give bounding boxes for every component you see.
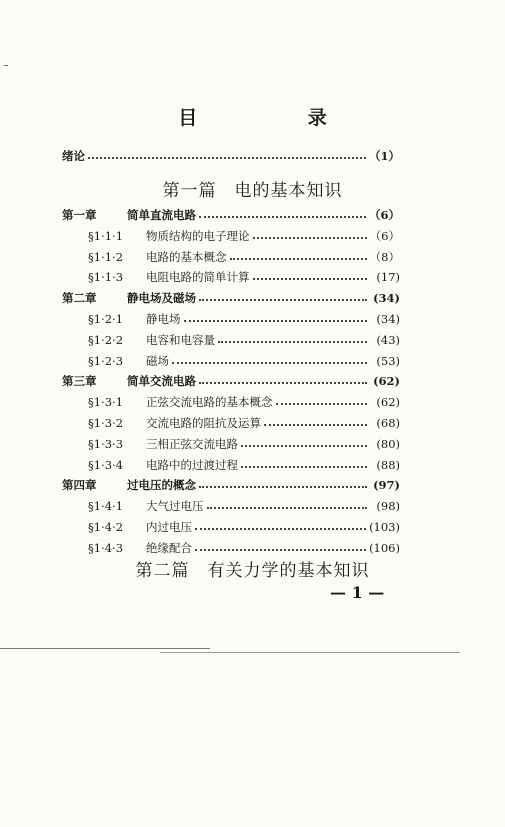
toc-entry-label: 过电压的概念 (127, 478, 196, 492)
toc-entry-number: §1·1·3 (88, 270, 124, 284)
toc-entry-number: §1·1·2 (88, 250, 124, 264)
leader-dots (199, 382, 367, 384)
toc-entry-number: 第三章 (62, 374, 97, 388)
leader-dots (276, 403, 368, 405)
divider (0, 648, 210, 649)
toc-entry-label: 静电场 (146, 312, 181, 326)
toc-entry-page: (34) (376, 312, 400, 326)
leader-dots (230, 258, 367, 260)
leader-dots (88, 157, 366, 159)
toc-chapter-entry[interactable] (62, 373, 400, 389)
toc-entry-number: §1·1·1 (88, 229, 124, 243)
toc-entry-label: 三相正弦交流电路 (146, 437, 238, 451)
toc-entry-label: 电路中的过渡过程 (146, 458, 238, 472)
toc-chapter-entry[interactable] (62, 290, 400, 306)
toc-entry-number: §1·4·2 (88, 520, 124, 534)
toc-entry-page: (62) (376, 395, 400, 409)
part-title: 第二篇 有关力学的基本知识 (135, 561, 370, 581)
leader-dots (264, 424, 367, 426)
toc-entry-number: §1·2·2 (88, 333, 124, 347)
toc-section-entry[interactable] (88, 415, 400, 431)
toc-entry-label: 简单交流电路 (127, 374, 196, 388)
toc-section-entry[interactable] (88, 311, 400, 327)
leader-dots (172, 362, 367, 364)
toc-section-entry[interactable] (88, 436, 400, 452)
toc-entry-label: 静电场及磁场 (127, 291, 196, 305)
toc-entry-number: §1·2·3 (88, 354, 124, 368)
toc-entry-page: (43) (376, 333, 400, 347)
toc-entry-number: §1·2·1 (88, 312, 124, 326)
leader-dots (241, 445, 367, 447)
leader-dots (253, 278, 368, 280)
toc-section-entry[interactable] (88, 269, 400, 285)
toc-entry-page: （8） (369, 250, 400, 264)
leader-dots (207, 507, 368, 509)
toc-entry-label: 物质结构的电子理论 (146, 229, 250, 243)
toc-entry-page: (17) (376, 270, 400, 284)
toc-section-entry[interactable] (88, 519, 400, 535)
toc-entry-page: (103) (369, 520, 400, 534)
toc-entry-page: (80) (376, 437, 400, 451)
toc-entry-number: §1·3·2 (88, 416, 124, 430)
toc-entry-number: §1·4·3 (88, 541, 124, 555)
toc-entry-number: §1·3·3 (88, 437, 124, 451)
toc-entry-page: （6） (369, 229, 400, 243)
part-title: 第一篇 电的基本知识 (162, 181, 343, 201)
toc-intro-page: （1） (368, 149, 400, 163)
leader-dots (195, 549, 366, 551)
toc-entry-label: 电阻电路的简单计算 (146, 270, 250, 284)
toc-entry-page: (97) (373, 478, 400, 492)
toc-entry-label: 绝缘配合 (146, 541, 192, 555)
toc-intro-label: 绪论 (62, 149, 85, 163)
toc-entry-label: 正弦交流电路的基本概念 (146, 395, 273, 409)
toc-section-entry[interactable] (88, 540, 400, 556)
toc-entry-page: (34) (373, 291, 400, 305)
toc-section-entry[interactable] (88, 228, 400, 244)
toc-entry-number: 第二章 (62, 291, 97, 305)
toc-entry-number: §1·3·4 (88, 458, 124, 472)
toc-entry-page: (88) (376, 458, 400, 472)
toc-section-entry[interactable] (88, 394, 400, 410)
toc-section-entry[interactable] (88, 249, 400, 265)
page-title: 目 录 (178, 107, 379, 129)
leader-dots (199, 486, 367, 488)
toc-entry-page: (68) (376, 416, 400, 430)
scan-mark (4, 65, 8, 66)
leader-dots (195, 528, 366, 530)
toc-section-entry[interactable] (88, 457, 400, 473)
leader-dots (199, 299, 367, 301)
toc-entry-label: 电容和电容量 (146, 333, 215, 347)
leader-dots (241, 466, 367, 468)
toc-entry-number: 第四章 (62, 478, 97, 492)
toc-entry-label: 磁场 (146, 354, 169, 368)
toc-section-entry[interactable] (88, 332, 400, 348)
toc-entry-label: 交流电路的阻抗及运算 (146, 416, 261, 430)
toc-section-entry[interactable] (88, 498, 400, 514)
toc-entry-number: §1·3·1 (88, 395, 124, 409)
toc-entry-number: 第一章 (62, 208, 97, 222)
leader-dots (253, 237, 367, 239)
toc-entry-page: (62) (373, 374, 400, 388)
page-number: — 1 — (330, 583, 385, 602)
toc-entry-label: 电路的基本概念 (146, 250, 227, 264)
toc-entry-label: 内过电压 (146, 520, 192, 534)
toc-entry-page: （6） (368, 208, 400, 222)
toc-entry-page: (98) (376, 499, 400, 513)
toc-chapter-entry[interactable] (62, 477, 400, 493)
toc-chapter-entry[interactable] (62, 207, 400, 223)
toc-entry-label: 大气过电压 (146, 499, 204, 513)
leader-dots (218, 341, 367, 343)
toc-entry-page: (106) (369, 541, 400, 555)
toc-entry-page: (53) (376, 354, 400, 368)
divider (160, 652, 460, 653)
toc-intro[interactable] (62, 148, 400, 164)
leader-dots (184, 320, 368, 322)
leader-dots (199, 216, 366, 218)
toc-section-entry[interactable] (88, 353, 400, 369)
toc-entry-label: 简单直流电路 (127, 208, 196, 222)
toc-entry-number: §1·4·1 (88, 499, 124, 513)
